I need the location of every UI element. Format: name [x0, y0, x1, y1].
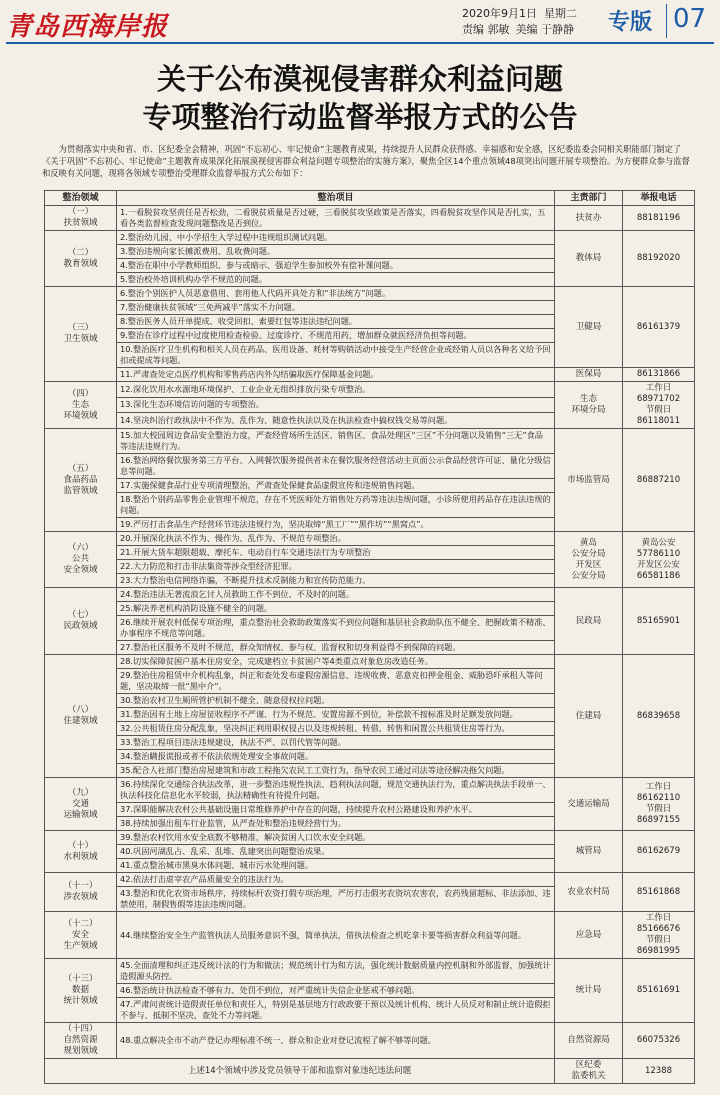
item-cell: 3.整治违规向家长摊派费用、乱收费问题。: [117, 245, 555, 259]
table-row: [45, 368, 695, 382]
phone-cell: 86161379: [623, 287, 695, 368]
dept-cell: 生态 环境分局: [555, 382, 623, 429]
dept-cell: 应急局: [555, 912, 623, 959]
item-cell: 37.深职能解决农村公共基础设施日常维修养护中存在的问题，持续提升农村公路建设和养护水平。: [117, 803, 555, 817]
dept-cell: 教体局: [555, 231, 623, 287]
area-cell: （三） 卫生领域: [45, 287, 117, 382]
header-divider: [6, 42, 714, 44]
item-cell: 32.公共租赁住房分配乱象，坚决纠正利用职权侵占以及违规转租、转借、转售和闲置公共租赁住房等行为。: [117, 722, 555, 736]
item-cell: 12.深化饮用水水源地环境保护、工业企业无组织排放污染专项整治。: [117, 382, 555, 398]
dept-cell: 住建局: [555, 655, 623, 778]
table-row: [45, 231, 695, 245]
area-cell: （四） 生态 环境领域: [45, 382, 117, 429]
area-cell: （十三） 数据 统计领域: [45, 959, 117, 1023]
item-cell: 16.整治网络餐饮服务第三方平台、入网餐饮服务提供者未在餐饮服务经营活动主页面公示食品经营许可证、量化分级信息等问题。: [117, 454, 555, 479]
designer-credit: 美编 于静静: [515, 23, 574, 36]
item-cell: 47.严肃问责统计造假责任单位和责任人，特别是基层地方行政政要干预以及统计机构、统计人员反对和制止统计造假拒不参与、抵制不坚决，查处不力等问题。: [117, 998, 555, 1023]
issue-weekday: 星期二: [544, 7, 577, 20]
item-cell: 7.整治健康扶贫领域“三免两减半”落实不力问题。: [117, 301, 555, 315]
item-cell: 23.大力整治电信网络诈骗，不断提升技术反制能力和宣传防范能力。: [117, 574, 555, 588]
item-cell: 29.整治住房租赁中介机构乱象，纠正和查处发布虚假房源信息、违规收费、恶意克扣押金租金、威胁恐吓承租人等问题，坚决取缔一批“黑中介”。: [117, 669, 555, 694]
dept-cell: 市场监管局: [555, 429, 623, 532]
issue-info: [462, 6, 622, 38]
item-cell: 5.整治校外培训机构办学不规范的问题。: [117, 273, 555, 287]
item-cell: 33.整治工程项目违法违规建设，执法不严、以罚代管等问题。: [117, 736, 555, 750]
area-cell: （十四） 自然资源 规划领域: [45, 1023, 117, 1059]
footer-dept: 区纪委 监委机关: [555, 1059, 623, 1084]
item-cell: 35.配合人社部门整治房屋建筑和市政工程拖欠农民工工资行为，指导农民工通过司法等途径解决拖欠问题。: [117, 764, 555, 778]
item-cell: 41.重点整治城市黑臭水体问题、城市污水处理问题。: [117, 859, 555, 873]
item-cell: 25.解决养老机构消防设施不健全的问题。: [117, 602, 555, 616]
dept-cell: 卫健局: [555, 287, 623, 368]
phone-cell: 85165901: [623, 588, 695, 655]
item-cell: 22.大力防范和打击非法集资等涉众型经济犯罪。: [117, 560, 555, 574]
area-cell: （八） 住建领域: [45, 655, 117, 778]
header-item: 整治项目: [117, 191, 555, 206]
table-row: [45, 532, 695, 546]
phone-cell: 86839658: [623, 655, 695, 778]
phone-cell: 86131866: [623, 368, 695, 382]
table-footer-row: [45, 1059, 695, 1084]
item-cell: 1.一看脱贫攻坚责任是否松劲，二看脱贫质量是否过硬，三看脱贫攻坚政策是否落实，四看脱贫攻坚作风是否扎实，五看各类监督检查发现问题整改是否到位。: [117, 206, 555, 231]
item-cell: 27.整治社区服务不及时不规范，群众知情权、参与权、监督权和切身利益得不到保障的问题。: [117, 641, 555, 655]
area-cell: （六） 公共 安全领域: [45, 532, 117, 588]
preface-paragraph: 为贯彻落实中央和省、市、区纪委全会精神，巩固“不忘初心、牢记使命”主题教育成果，持续提升人民群众获得感、幸福感和安全感，区纪委监委会同相关职能部门制定了《关于巩固“不忘初心、牢记使命”主题教育成果深化拓展漠视侵害群众利益问题专项整治的实施方案》，聚焦全区14个重点领域48项突出问题开展专项整治。为方便群众参与监督和反映有关问题，现将各领域专项整治受理群众监督举报方式公布如下：: [42, 144, 690, 178]
item-cell: 18.整治个别药品零售企业管理不规范，存在不凭医师处方销售处方药等违法违规问题，小诊所使用药品存在违法违规的问题。: [117, 493, 555, 518]
item-cell: 11.严肃查处定点医疗机构和零售药店内外勾结骗取医疗保障基金问题。: [117, 368, 555, 382]
item-cell: 43.整治和优化农资市场秩序，持续标杆农资打假专项治理，严厉打击假劣农资坑农害农，农药残留超标、非法添加、违禁使用，制假售假等违法违规问题。: [117, 887, 555, 912]
item-cell: 26.继续开展农村低保专项治理，重点整治社会救助政策落实不到位问题和基层社会救助队伍不健全、把握政策不精准、办事程序不规范等问题。: [117, 616, 555, 641]
item-cell: 17.实施保健食品行业专项清理整治，严肃查处保健食品虚假宣传和违规销售问题。: [117, 479, 555, 493]
table-row: [45, 287, 695, 301]
table-header-row: [45, 191, 695, 206]
item-cell: 9.整治在诊疗过程中过度使用检查检验、过度诊疗、不规范用药，增加群众就医经济负担等问题。: [117, 329, 555, 343]
title-line-2: 专项整治行动监督举报方式的公告: [142, 100, 578, 134]
dept-cell: 统计局: [555, 959, 623, 1023]
area-cell: （一） 扶贫领域: [45, 206, 117, 231]
item-cell: 36.持续深化交通综合执法改革，进一步整治违规性执法、趋利执法问题，规范交通执法行为，重点解决执法手段单一、执法科技化信息化水平较弱，执法精确性有待提升问题。: [117, 778, 555, 803]
dept-cell: 民政局: [555, 588, 623, 655]
item-cell: 28.切实保障贫困户基本住房安全，完成建档立卡贫困户等4类重点对象危房改造任务。: [117, 655, 555, 669]
table-row: [45, 588, 695, 602]
item-cell: 13.深化生态环境信访问题的专项整治。: [117, 397, 555, 413]
table-row: [45, 382, 695, 398]
dept-cell: 城管局: [555, 831, 623, 873]
title-line-1: 关于公布漠视侵害群众利益问题: [156, 62, 563, 96]
area-cell: （二） 教育领域: [45, 231, 117, 287]
phone-cell: 黄岛公安 57786110 开发区公安 66581186: [623, 532, 695, 588]
page-number: 07: [666, 4, 720, 38]
item-cell: 14.坚决纠治行政执法中不作为、乱作为、随意性执法以及在执法检查中搞权钱交易等问题。: [117, 413, 555, 429]
masthead: [0, 0, 720, 44]
item-cell: 10.整治医疗卫生机构和相关人员在药品、医用设备、耗材等购销活动中接受生产经营企业或经销人员以各种名义给予回扣或提成等问题。: [117, 343, 555, 368]
item-cell: 48.重点解决全市不动产登记办理标准不统一、群众和企业对登记流程了解不够等问题。: [117, 1023, 555, 1059]
table-row: [45, 206, 695, 231]
phone-cell: 86162679: [623, 831, 695, 873]
phone-cell: 工作日 86162110 节假日 86897155: [623, 778, 695, 831]
phone-cell: 工作日 85166676 节假日 86981995: [623, 912, 695, 959]
item-cell: 42.依法打击虐宰农产品质量安全的违法行为。: [117, 873, 555, 887]
dept-cell: 交通运输局: [555, 778, 623, 831]
area-cell: （九） 交通 运输领域: [45, 778, 117, 831]
item-cell: 20.开展深化执法不作为、慢作为、乱作为、不规范专项整治。: [117, 532, 555, 546]
phone-cell: 工作日 68971702 节假日 86118011: [623, 382, 695, 429]
area-cell: （五） 食品药品 监管领域: [45, 429, 117, 532]
dept-cell: 黄岛 公安分局 开发区 公安分局: [555, 532, 623, 588]
footer-text: 上述14个领域中涉及党员领导干部和监察对象违纪违法问题: [45, 1059, 555, 1084]
area-cell: （七） 民政领域: [45, 588, 117, 655]
phone-cell: 88181196: [623, 206, 695, 231]
item-cell: 19.严厉打击食品生产经营环节违法违规行为，坚决取缔“黑工厂”“黑作坊”“黑窝点”。: [117, 518, 555, 532]
table-row: [45, 912, 695, 959]
newspaper-logo: 青岛西海岸报: [6, 12, 169, 42]
table-row: [45, 778, 695, 803]
item-cell: 34.整治瞒报谎报或者不依法依规处理安全事故问题。: [117, 750, 555, 764]
announcement-title: [0, 60, 720, 136]
table-row: [45, 655, 695, 669]
section-badge: 专版: [608, 10, 653, 35]
phone-cell: 85161868: [623, 873, 695, 912]
item-cell: 21.开展大货车超限超载、摩托车、电动自行车交通违法行为专项整治: [117, 546, 555, 560]
phone-cell: 88192020: [623, 231, 695, 287]
header-area: 整治领域: [45, 191, 117, 206]
item-cell: 44.继续整治安全生产监管执法人员服务意识不强，简单执法，借执法检查之机吃拿卡要等损害群众利益等问题。: [117, 912, 555, 959]
header-dept: 主责部门: [555, 191, 623, 206]
item-cell: 40.巩固河湖乱占、乱采、乱堆、乱建突出问题整治成果。: [117, 845, 555, 859]
table-row: [45, 873, 695, 887]
table-row: [45, 1023, 695, 1059]
item-cell: 46.整治统计执法检查不够有力、处罚不到位，对严重统计失信企业惩戒不够问题。: [117, 984, 555, 998]
table-row: [45, 429, 695, 454]
item-cell: 15.加大校园周边食品安全整治力度，严查经营场所生活区、销售区、食品处理区“三区”不分问题以及销售“三无”食品等违法违规行为。: [117, 429, 555, 454]
footer-phone: 12388: [623, 1059, 695, 1084]
item-cell: 39.整治农村饮用水安全底数不够精准，解决贫困人口饮水安全问题。: [117, 831, 555, 845]
area-cell: （十一） 涉农领域: [45, 873, 117, 912]
table-row: [45, 831, 695, 845]
item-cell: 24.整治违法无著流浪乞讨人员救助工作不到位、不及时的问题。: [117, 588, 555, 602]
phone-cell: 85161691: [623, 959, 695, 1023]
table-body: [45, 206, 695, 1084]
item-cell: 30.整治农村卫生厕所管护机制不健全、随意侵权拉问题。: [117, 694, 555, 708]
area-cell: （十） 水利领域: [45, 831, 117, 873]
item-cell: 38.持续加强出租车行业监管，从严查处和整治违规经营行为。: [117, 817, 555, 831]
editor-credit: 责编 郭敏: [462, 23, 510, 36]
dept-cell: 扶贫办: [555, 206, 623, 231]
issue-date: 2020年9月1日: [462, 7, 537, 20]
supervision-table: [44, 190, 695, 1084]
item-cell: 8.整治医务人员开单提成、收受回扣、索要红包等违法违纪问题。: [117, 315, 555, 329]
item-cell: 45.全面清理和纠正违反统计法的行为和做法；规范统计行为和方法，强化统计数据质量内控机制和外部监督，加强统计造假源头防控。: [117, 959, 555, 984]
dept-cell: 农业农村局: [555, 873, 623, 912]
dept-cell: 医保局: [555, 368, 623, 382]
item-cell: 31.整治因有土地上房屋征收程序不严谨、行为不规范、安置房源不到位，补偿款不按标准及时足额发放问题。: [117, 708, 555, 722]
dept-cell: 自然资源局: [555, 1023, 623, 1059]
item-cell: 6.整治个别医护人员恶意借用、套用他人代码开具处方和“非法统方”问题。: [117, 287, 555, 301]
area-cell: （十二） 安全 生产领域: [45, 912, 117, 959]
phone-cell: 86887210: [623, 429, 695, 532]
phone-cell: 66075326: [623, 1023, 695, 1059]
item-cell: 4.整治在职中小学教师组织、参与或暗示、强迫学生参加校外有偿补课问题。: [117, 259, 555, 273]
item-cell: 2.整治幼儿园、中小学招生入学过程中违规组织测试问题。: [117, 231, 555, 245]
header-phone: 举报电话: [623, 191, 695, 206]
table-row: [45, 959, 695, 984]
